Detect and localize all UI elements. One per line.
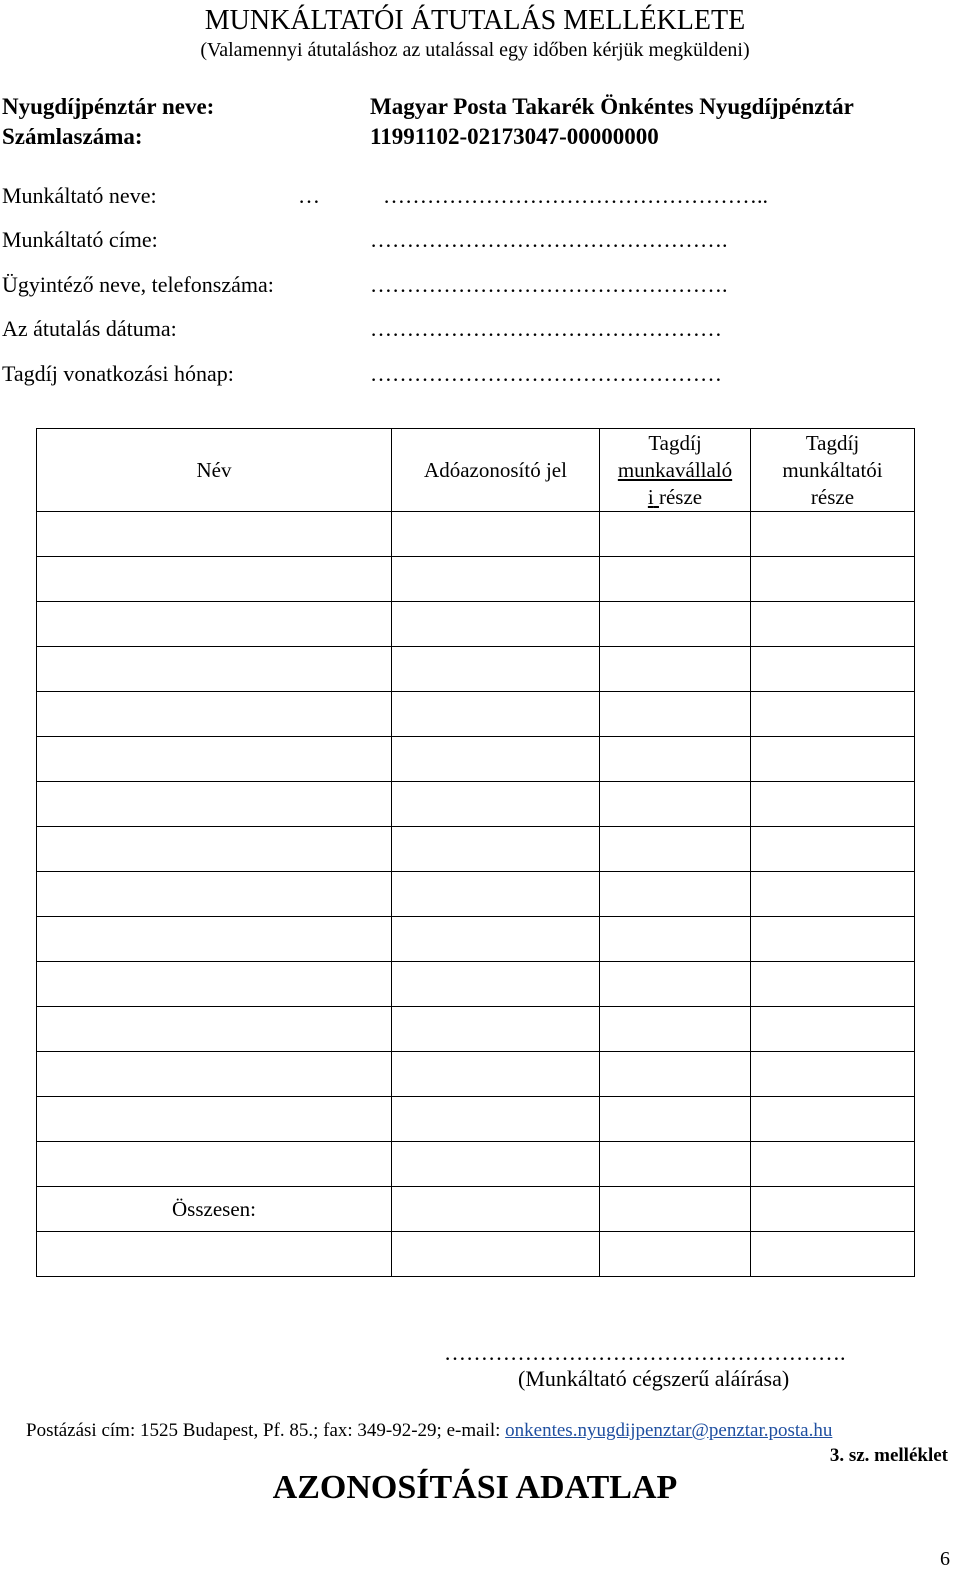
table-cell[interactable]	[392, 872, 600, 917]
table-cell[interactable]	[600, 962, 751, 1007]
table-cell[interactable]	[751, 782, 915, 827]
col-name-header: Név	[37, 429, 392, 512]
table-cell[interactable]	[37, 602, 392, 647]
table-row	[37, 917, 915, 962]
col-employer-line2: munkáltatói	[782, 457, 883, 482]
table-cell[interactable]	[751, 1187, 915, 1232]
table-cell[interactable]	[392, 782, 600, 827]
contact-field[interactable]: ………………………………………….	[370, 272, 728, 297]
table-cell[interactable]	[392, 1007, 600, 1052]
table-cell[interactable]	[37, 782, 392, 827]
table-cell[interactable]	[600, 602, 751, 647]
page-number: 6	[940, 1548, 950, 1570]
contribution-table	[36, 428, 915, 1277]
table-cell[interactable]	[392, 1052, 600, 1097]
account-label: Számlaszáma:	[2, 124, 143, 149]
table-cell[interactable]	[392, 827, 600, 872]
table-cell[interactable]	[751, 827, 915, 872]
table-cell[interactable]	[600, 1052, 751, 1097]
table-cell[interactable]	[37, 917, 392, 962]
table-cell[interactable]	[37, 1052, 392, 1097]
table-cell[interactable]	[37, 1142, 392, 1187]
account-value: 11991102-02173047-00000000	[370, 124, 659, 149]
transfer-date-label: Az átutalás dátuma:	[2, 316, 177, 341]
table-row	[37, 557, 915, 602]
table-cell[interactable]	[600, 557, 751, 602]
transfer-date-field[interactable]: …………………………………………	[370, 316, 722, 341]
fund-name-label: Nyugdíjpénztár neve:	[2, 94, 215, 119]
table-row	[37, 647, 915, 692]
table-row	[37, 692, 915, 737]
table-cell[interactable]	[751, 872, 915, 917]
employer-name-field[interactable]: ……………………………………………..	[383, 183, 768, 208]
page-subtitle: (Valamennyi átutaláshoz az utalással egy időben kérjük megküldeni)	[200, 39, 750, 61]
table-row	[37, 827, 915, 872]
table-row	[37, 782, 915, 827]
table-row	[37, 872, 915, 917]
table-row	[37, 962, 915, 1007]
table-cell[interactable]	[751, 692, 915, 737]
table-cell[interactable]	[600, 647, 751, 692]
table-cell[interactable]	[600, 1187, 751, 1232]
table-cell[interactable]	[392, 1187, 600, 1232]
table-cell[interactable]	[392, 737, 600, 782]
table-row	[37, 602, 915, 647]
table-cell[interactable]	[600, 512, 751, 557]
table-cell[interactable]	[37, 557, 392, 602]
table-cell[interactable]	[392, 557, 600, 602]
table-cell[interactable]	[751, 962, 915, 1007]
table-row	[37, 737, 915, 782]
total-row-2	[37, 1232, 915, 1277]
table-cell[interactable]	[37, 647, 392, 692]
table-cell[interactable]	[751, 737, 915, 782]
signature-label: (Munkáltató cégszerű aláírása)	[518, 1366, 790, 1391]
attachment-label: 3. sz. melléklet	[829, 1445, 948, 1466]
table-cell[interactable]	[392, 602, 600, 647]
employer-address-label: Munkáltató címe:	[2, 227, 158, 252]
table-cell[interactable]	[392, 1142, 600, 1187]
table-row	[37, 1142, 915, 1187]
table-cell[interactable]	[751, 602, 915, 647]
table-row	[37, 512, 915, 557]
table-cell[interactable]	[37, 1097, 392, 1142]
postal-address	[26, 1418, 832, 1444]
table-cell[interactable]	[37, 962, 392, 1007]
month-label: Tagdíj vonatkozási hónap:	[2, 361, 234, 386]
table-cell[interactable]	[37, 1007, 392, 1052]
col-employee-line2: munkavállaló	[617, 457, 733, 482]
table-cell[interactable]	[600, 692, 751, 737]
col-employee-line1: Tagdíj	[648, 430, 702, 455]
table-row	[37, 1052, 915, 1097]
table-cell[interactable]	[392, 692, 600, 737]
fund-name-value: Magyar Posta Takarék Önkéntes Nyugdíjpénztár	[370, 94, 854, 119]
col-employer-share-header	[751, 429, 915, 512]
contact-label: Ügyintéző neve, telefonszáma:	[2, 272, 274, 297]
table-cell[interactable]	[37, 1232, 392, 1277]
col-employee-line3-pre: i	[647, 484, 654, 509]
table-cell[interactable]	[37, 827, 392, 872]
table-cell[interactable]	[392, 1232, 600, 1277]
next-section-title: AZONOSÍTÁSI ADATLAP	[272, 1469, 678, 1506]
table-cell[interactable]	[751, 917, 915, 962]
postal-address-text: Postázási cím: 1525 Budapest, Pf. 85.; fax: 349-92-29; e-mail:	[26, 1420, 506, 1441]
table-row	[37, 1007, 915, 1052]
col-employee-line3-post: része	[658, 484, 703, 509]
table-cell[interactable]	[600, 737, 751, 782]
signature-line[interactable]: ……………………………………………….	[444, 1340, 846, 1365]
table-cell[interactable]	[751, 1052, 915, 1097]
table-cell[interactable]	[392, 1097, 600, 1142]
table-cell[interactable]	[751, 557, 915, 602]
table-cell[interactable]	[751, 1007, 915, 1052]
email-link[interactable]: onkentes.nyugdijpenztar@penztar.posta.hu	[505, 1420, 833, 1441]
table-cell[interactable]	[600, 872, 751, 917]
employer-address-field[interactable]: ………………………………………….	[370, 227, 728, 252]
col-tax-id-header: Adóazonosító jel	[392, 429, 600, 512]
table-cell[interactable]	[751, 512, 915, 557]
col-employer-line1: Tagdíj	[805, 430, 860, 455]
col-employee-line3	[600, 484, 750, 511]
table-cell[interactable]	[600, 782, 751, 827]
table-cell[interactable]	[751, 1097, 915, 1142]
table-cell[interactable]	[600, 1097, 751, 1142]
page-title: MUNKÁLTATÓI ÁTUTALÁS MELLÉKLETE	[204, 5, 746, 36]
col-employee-share-header	[600, 429, 751, 512]
table-cell[interactable]	[37, 512, 392, 557]
total-label: Összesen:	[37, 1187, 392, 1232]
table-cell[interactable]	[600, 917, 751, 962]
employer-name-label: Munkáltató neve:	[2, 183, 157, 208]
col-employer-line3: része	[810, 484, 855, 509]
table-cell[interactable]	[600, 827, 751, 872]
table-row	[37, 1097, 915, 1142]
table-cell[interactable]	[392, 962, 600, 1007]
table-cell[interactable]	[751, 1142, 915, 1187]
table-cell[interactable]	[392, 917, 600, 962]
table-cell[interactable]	[37, 872, 392, 917]
table-cell[interactable]	[600, 1142, 751, 1187]
table-cell[interactable]	[392, 512, 600, 557]
total-row	[37, 1187, 915, 1232]
table-header-row	[37, 429, 915, 512]
table-cell[interactable]	[392, 647, 600, 692]
month-field[interactable]: …………………………………………	[370, 361, 722, 386]
table-cell[interactable]	[751, 647, 915, 692]
table-cell[interactable]	[600, 1232, 751, 1277]
table-cell[interactable]	[37, 692, 392, 737]
table-cell[interactable]	[37, 737, 392, 782]
employer-name-ellipsis: …	[298, 183, 320, 208]
table-cell[interactable]	[751, 1232, 915, 1277]
table-cell[interactable]	[600, 1007, 751, 1052]
